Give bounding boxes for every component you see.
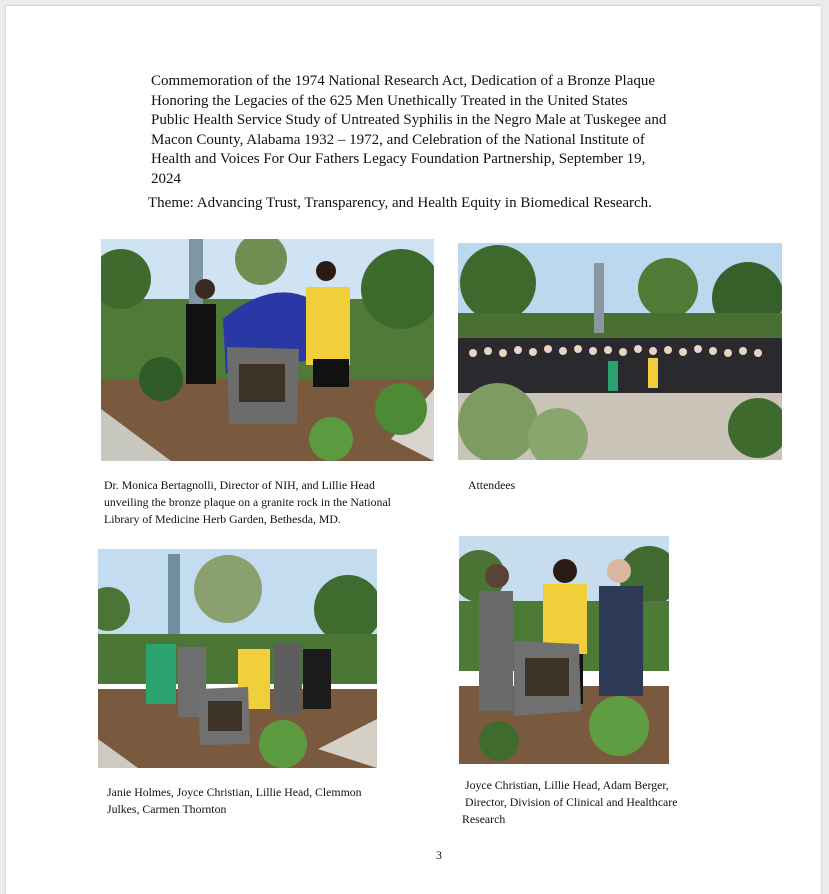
title-line: Honoring the Legacies of the 625 Men Unethically Treated in the United States bbox=[151, 92, 628, 109]
title-line: Commemoration of the 1974 National Research Act, Dedication of a Bronze Plaque bbox=[151, 73, 656, 89]
document-page bbox=[6, 6, 821, 894]
caption-line: Dr. Monica Bertagnolli, Director of NIH, and Lillie Head bbox=[104, 478, 375, 492]
caption-line: Attendees bbox=[468, 478, 516, 492]
photo-attendees bbox=[458, 243, 782, 460]
caption-line: Janie Holmes, Joyce Christian, Lillie Head, Clemmon bbox=[107, 785, 362, 799]
caption-line: unveiling the bronze plaque on a granite rock in the National bbox=[104, 495, 391, 509]
photo-caption bbox=[468, 477, 668, 494]
photo-caption bbox=[104, 477, 444, 528]
photo-caption bbox=[462, 777, 765, 828]
photo-plaque-unveiling bbox=[101, 239, 434, 461]
photo-group-three bbox=[459, 536, 669, 764]
caption-line: Library of Medicine Herb Garden, Bethesda, MD. bbox=[104, 512, 341, 526]
caption-line: Julkes, Carmen Thornton bbox=[107, 802, 227, 816]
document-title bbox=[151, 72, 711, 190]
caption-line: Joyce Christian, Lillie Head, Adam Berger, bbox=[465, 778, 669, 792]
title-line: Public Health Service Study of Untreated Syphilis in the Negro Male at Tuskegee and bbox=[151, 112, 667, 129]
title-line: Macon County, Alabama 1932 – 1972, and Celebration of the National Institute of bbox=[151, 131, 645, 148]
caption-line: Director, Division of Clinical and Healthcare bbox=[465, 795, 678, 809]
photo-group-five bbox=[98, 549, 377, 768]
caption-line: Research bbox=[462, 812, 506, 826]
title-line: 2024 bbox=[151, 170, 181, 187]
page-number: 3 bbox=[436, 848, 442, 862]
document-theme: Theme: Advancing Trust, Transparency, and Health Equity in Biomedical Research. bbox=[148, 195, 652, 211]
title-line: Health and Voices For Our Fathers Legacy Foundation Partnership, September 19, bbox=[151, 151, 646, 168]
photo-caption bbox=[107, 784, 407, 818]
